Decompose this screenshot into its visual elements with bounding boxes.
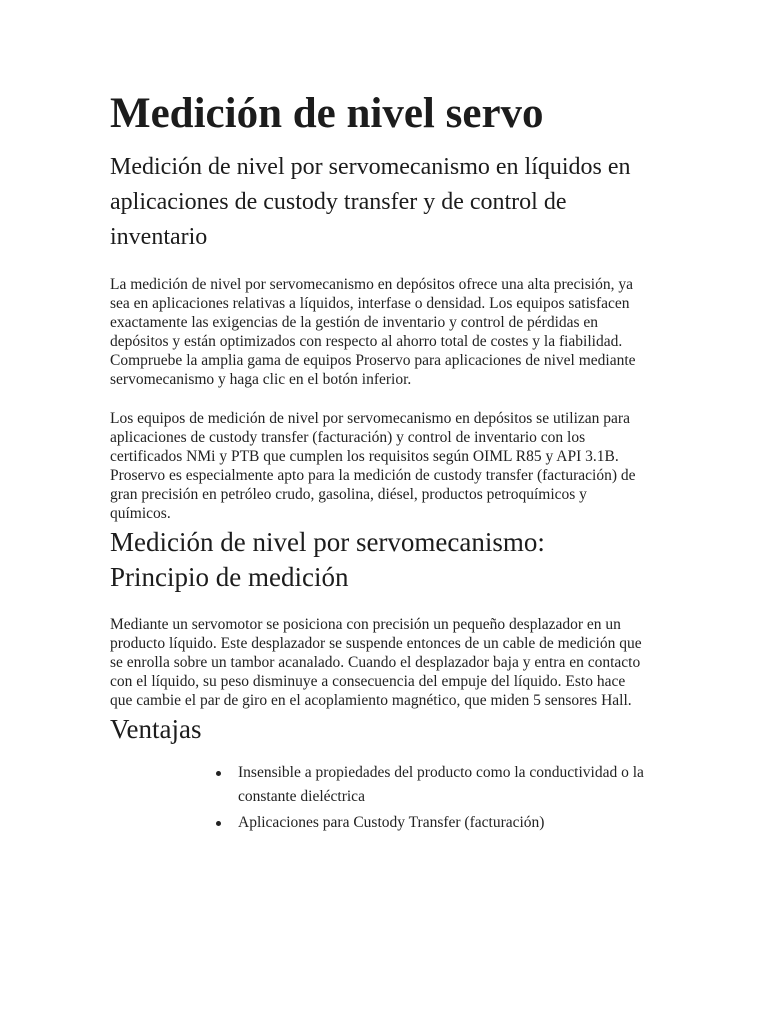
applications-paragraph: Los equipos de medición de nivel por servomecanismo en depósitos se utilizan para aplicaciones de custody transfer (facturación) y control de inventario con los certificados NMi y PTB que cumplen los requisitos según OIML R85 y API 3.1B. Proservo es especialmente apto para la medición de custody transfer (facturación) de gran precisión en petróleo crudo, gasolina, diésel, productos petroquímicos y químicos. [110,410,636,522]
list-item [216,811,650,835]
document-subtitle: Medición de nivel por servomecanismo en líquidos en aplicaciones de custody transfer y de control de inventario [110,154,631,250]
principle-heading: Medición de nivel por servomecanismo: Principio de medición [110,527,545,592]
principle-paragraph: Mediante un servomotor se posiciona con precisión un pequeño desplazador en un producto líquido. Este desplazador se suspende entonces de un cable de medición que se enrolla sobre un tambor acanalado. Cuando el desplazador baja y entra en contacto con el líquido, su peso disminuye a consecuencia del empuje del líquido. Esto hace que cambie el par de giro en el acoplamiento magnético, que miden 5 sensores Hall. [110,616,642,709]
bullet-icon [216,821,221,826]
list-item-text: Insensible a propiedades del producto como la conductividad o la constante dieléctrica [238,764,644,805]
document-title: Medición de nivel servo [110,90,544,137]
advantages-list [110,761,650,835]
intro-paragraph: La medición de nivel por servomecanismo en depósitos ofrece una alta precisión, ya sea en aplicaciones relativas a líquidos, interfase o densidad. Los equipos satisfacen exactamente las exigencias de la gestión de inventario y control de pérdidas en depósitos y están optimizados con respecto al ahorro total de costes y la fiabilidad. Compruebe la amplia gama de equipos Proservo para aplicaciones de nivel mediante servomecanismo y haga clic en el botón inferior. [110,276,636,388]
advantages-heading: Ventajas [110,714,202,744]
document-page [110,88,650,837]
list-item [216,761,650,809]
bullet-icon [216,771,221,776]
list-item-text: Aplicaciones para Custody Transfer (facturación) [238,814,545,831]
